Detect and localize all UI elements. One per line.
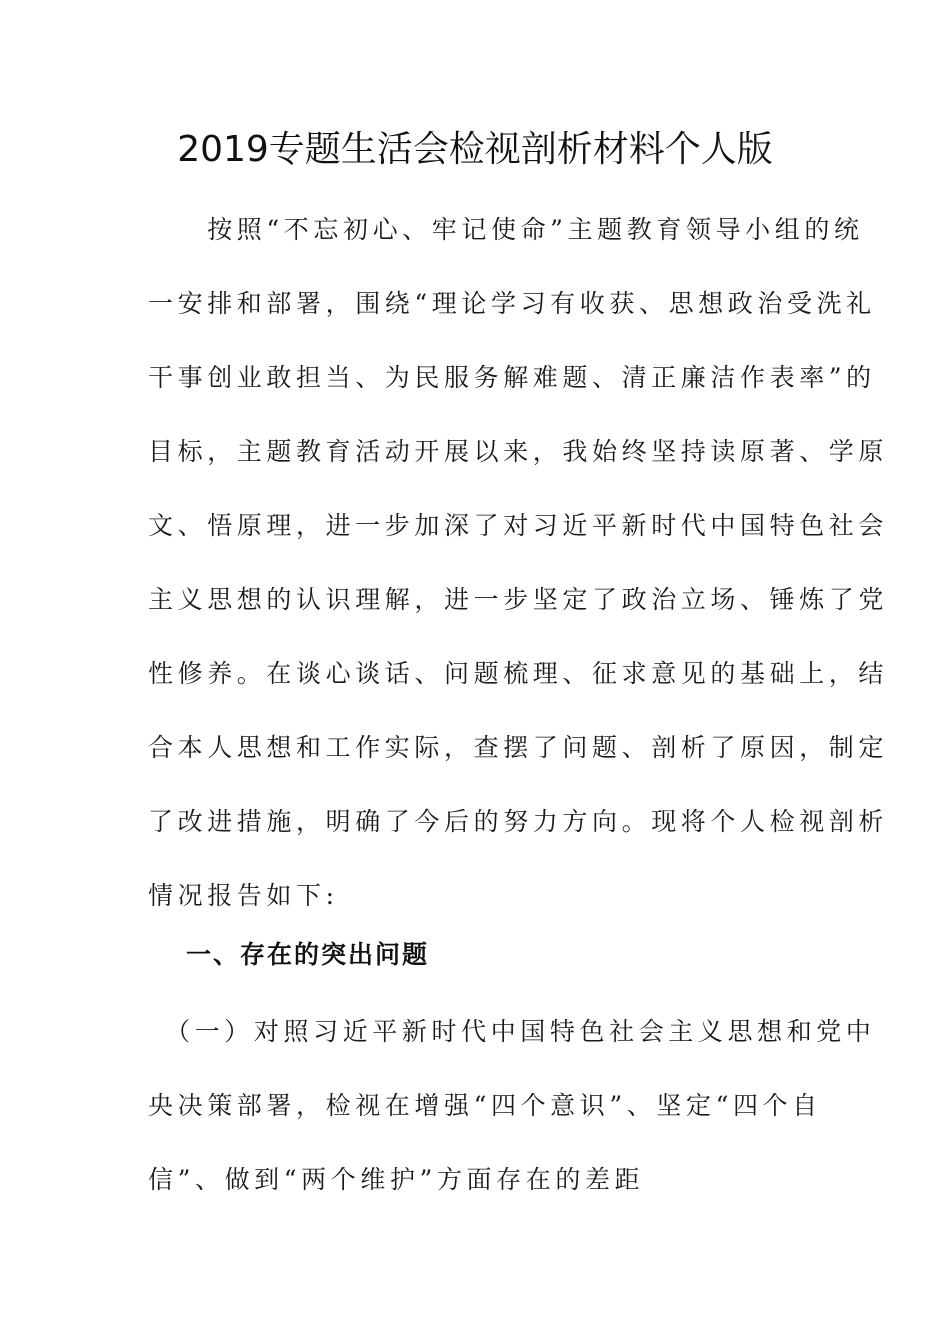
paragraph-line: 主义思想的认识理解，进一步坚定了政治立场、锤炼了党: [148, 585, 889, 614]
paragraph-line: 一安排和部署，围绕“理论学习有收获、思想政治受洗礼: [148, 289, 876, 318]
section-heading: 一、存在的突出问题: [186, 940, 430, 969]
paragraph-line: 合本人思想和工作实际，查摆了问题、剖析了原因，制定: [148, 733, 889, 762]
intro-paragraph: [148, 193, 889, 933]
paragraph-line: 情况报告如下:: [148, 881, 339, 910]
paragraph-line: 目标，主题教育活动开展以来，我始终坚持读原著、学原: [148, 437, 889, 466]
document-title: 2019专题生活会检视剖析材料个人版: [177, 129, 773, 170]
subsection-paragraph: [148, 994, 876, 1216]
paragraph-line: 央决策部署，检视在增强“四个意识”、坚定“四个自: [148, 1091, 822, 1120]
paragraph-line: 了改进措施，明确了今后的努力方向。现将个人检视剖析: [148, 807, 889, 836]
paragraph-line: 性修养。在谈心谈话、问题梳理、征求意见的基础上，结: [148, 659, 889, 688]
paragraph-line: 信”、做到“两个维护”方面存在的差距: [148, 1165, 645, 1194]
paragraph-line: 干事创业敢担当、为民服务解难题、清正廉洁作表率”的: [148, 363, 876, 392]
paragraph-line: 按照“不忘初心、牢记使命”主题教育领导小组的统: [148, 215, 864, 244]
paragraph-line: （一）对照习近平新时代中国特色社会主义思想和党中: [148, 1017, 876, 1046]
paragraph-line: 文、悟原理，进一步加深了对习近平新时代中国特色社会: [148, 511, 889, 540]
